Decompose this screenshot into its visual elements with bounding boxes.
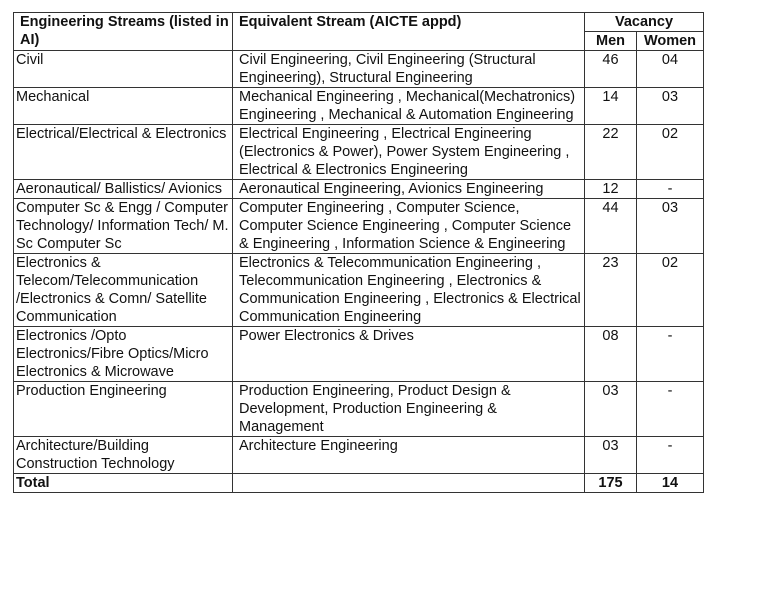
stream-cell: Electronics /Opto Electronics/Fibre Optics/Micro Electronics & Microwave [14,327,233,382]
stream-cell: Aeronautical/ Ballistics/ Avionics [14,180,233,199]
table-row [14,327,704,382]
men-cell: 46 [585,51,637,88]
men-cell: 03 [585,437,637,474]
stream-cell: Civil [14,51,233,88]
women-cell: 03 [637,88,704,125]
header-vacancy: Vacancy [585,13,704,32]
stream-cell: Production Engineering [14,382,233,437]
vacancy-table-container [13,12,704,493]
total-label: Total [14,474,233,493]
total-women: 14 [637,474,704,493]
women-cell: 03 [637,199,704,254]
men-cell: 08 [585,327,637,382]
men-cell: 23 [585,254,637,327]
equivalent-cell: Civil Engineering, Civil Engineering (Structural Engineering), Structural Engineering [233,51,585,88]
total-row [14,474,704,493]
table-row [14,125,704,180]
equivalent-cell: Computer Engineering , Computer Science, Computer Science Engineering , Computer Science & Engineering , Information Science & Engineering [233,199,585,254]
women-cell: - [637,437,704,474]
equivalent-cell: Production Engineering, Product Design & Development, Production Engineering & Management [233,382,585,437]
equivalent-cell: Electrical Engineering , Electrical Engineering (Electronics & Power), Power System Engineering , Electrical & Electronics Engineering [233,125,585,180]
header-row [14,13,704,32]
women-cell: 02 [637,254,704,327]
table-row [14,254,704,327]
table-row [14,88,704,125]
equivalent-cell: Architecture Engineering [233,437,585,474]
stream-cell: Mechanical [14,88,233,125]
stream-cell: Electrical/Electrical & Electronics [14,125,233,180]
header-men: Men [585,32,637,51]
stream-cell: Architecture/Building Construction Technology [14,437,233,474]
vacancy-table [13,12,704,493]
total-men: 175 [585,474,637,493]
equivalent-cell: Mechanical Engineering , Mechanical(Mechatronics) Engineering , Mechanical & Automation Engineering [233,88,585,125]
header-women: Women [637,32,704,51]
women-cell: - [637,382,704,437]
header-engineering-streams: Engineering Streams (listed in AI) [14,13,233,51]
men-cell: 14 [585,88,637,125]
header-equivalent-stream: Equivalent Stream (AICTE appd) [233,13,585,51]
men-cell: 22 [585,125,637,180]
stream-cell: Electronics & Telecom/Telecommunication /Electronics & Comn/ Satellite Communication [14,254,233,327]
stream-cell: Computer Sc & Engg / Computer Technology/ Information Tech/ M. Sc Computer Sc [14,199,233,254]
men-cell: 12 [585,180,637,199]
men-cell: 44 [585,199,637,254]
table-row [14,51,704,88]
total-equivalent-cell [233,474,585,493]
table-row [14,437,704,474]
equivalent-cell: Electronics & Telecommunication Engineering , Telecommunication Engineering , Electronics & Communication Engineering , Electronics & Electrical Communication Engineering [233,254,585,327]
table-row [14,382,704,437]
table-row [14,180,704,199]
equivalent-cell: Power Electronics & Drives [233,327,585,382]
men-cell: 03 [585,382,637,437]
women-cell: - [637,180,704,199]
women-cell: 04 [637,51,704,88]
women-cell: 02 [637,125,704,180]
equivalent-cell: Aeronautical Engineering, Avionics Engineering [233,180,585,199]
women-cell: - [637,327,704,382]
table-row [14,199,704,254]
